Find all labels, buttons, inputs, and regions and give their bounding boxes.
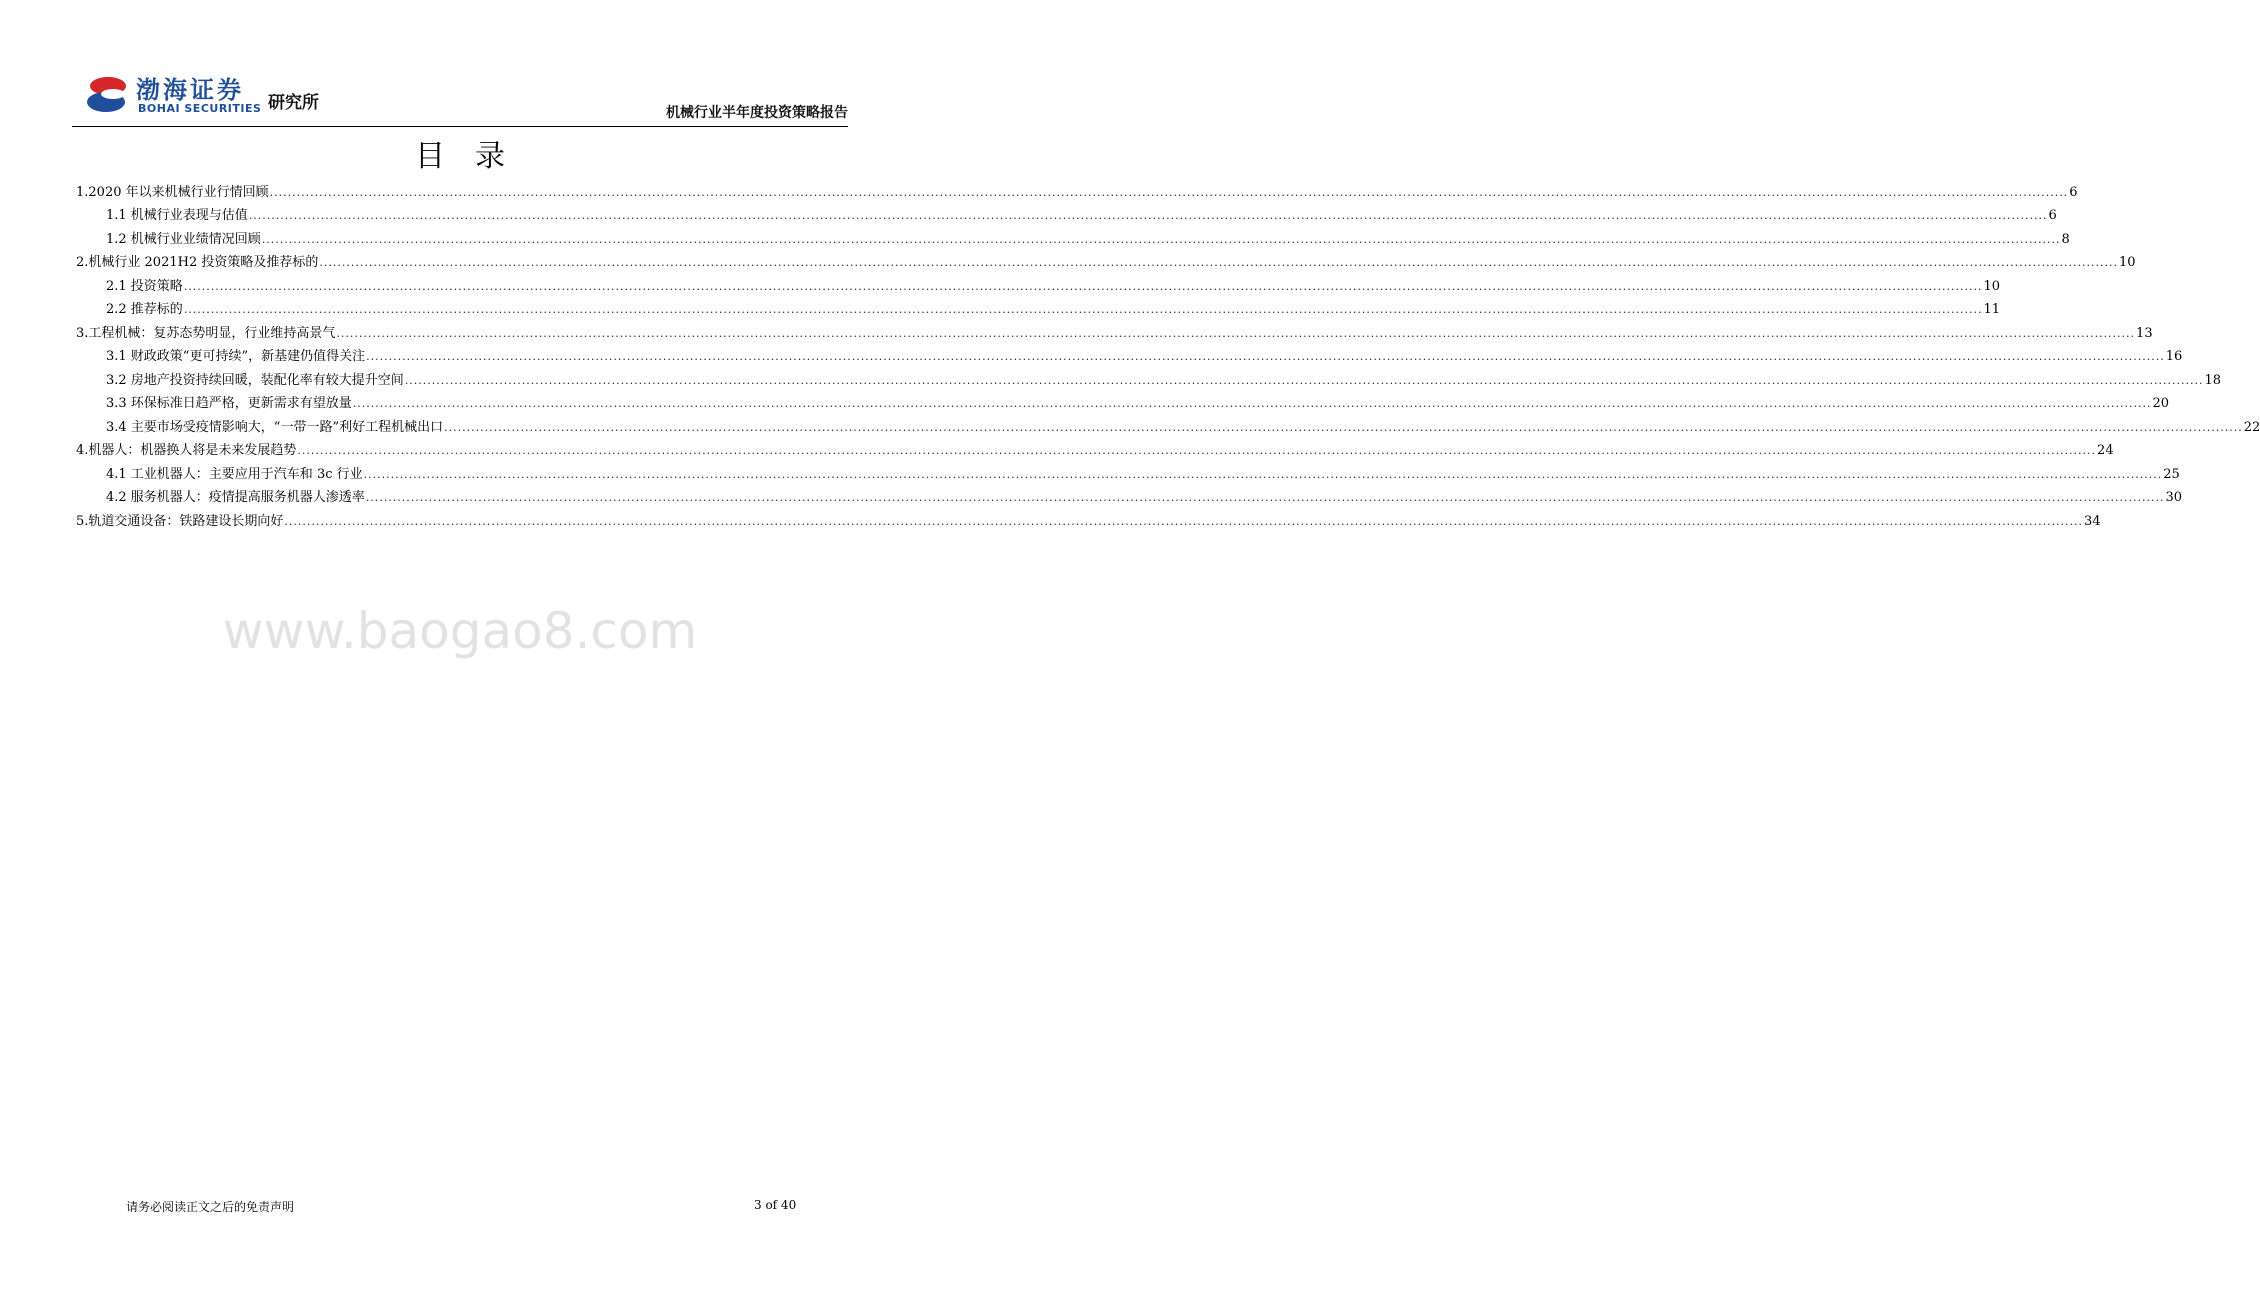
toc-entry-label: 3.工程机械：复苏态势明显，行业维持高景气 — [76, 325, 336, 341]
footer-page-indicator: 3 of 40 — [754, 1198, 797, 1212]
toc-entry-label: 4.1 工业机器人：主要应用于汽车和 3c 行业 — [106, 466, 363, 482]
toc-dot-leader: ................................................................................................................................................................................................................................................................................................................................................................................................................ — [297, 444, 2097, 457]
toc-entry-page: 34 — [2084, 513, 2101, 529]
logo-english-name: BOHAI SECURITIES — [138, 102, 262, 115]
toc-entry-label: 1.1 机械行业表现与估值 — [106, 208, 248, 223]
table-of-contents — [76, 177, 2260, 530]
toc-entry-page: 18 — [2204, 372, 2221, 388]
toc-entry-label: 1.2020 年以来机械行业行情回顾 — [76, 184, 269, 200]
toc-entry[interactable] — [76, 318, 2153, 342]
toc-dot-leader: ................................................................................................................................................................................................................................................................................................................................................................................................................ — [183, 279, 1983, 293]
toc-entry-label: 2.2 推荐标的 — [106, 302, 183, 317]
watermark: www.baogao8.com — [222, 602, 698, 660]
toc-entry-page: 11 — [1983, 302, 2000, 317]
toc-dot-leader: ................................................................................................................................................................................................................................................................................................................................................................................................................ — [366, 350, 2165, 363]
toc-entry[interactable] — [76, 295, 2000, 319]
toc-entry[interactable] — [76, 483, 2182, 507]
toc-entry-page: 22 — [2243, 419, 2260, 435]
toc-entry-page: 13 — [2136, 325, 2153, 341]
bohai-logo-icon — [86, 72, 130, 116]
toc-dot-leader: ................................................................................................................................................................................................................................................................................................................................................................................................................ — [248, 209, 2048, 222]
institute-label: 研究所 — [268, 93, 319, 113]
toc-entry[interactable] — [76, 506, 2101, 530]
toc-entry-label: 5.轨道交通设备：铁路建设长期向好 — [76, 513, 284, 529]
toc-entry[interactable] — [76, 271, 2000, 295]
toc-entry-page: 24 — [2097, 443, 2114, 458]
toc-entry[interactable] — [76, 412, 2260, 436]
toc-entry-label: 3.3 环保标准日趋严格，更新需求有望放量 — [106, 396, 352, 411]
toc-entry-label: 3.1 财政政策“更可持续”，新基建仍值得关注 — [106, 349, 366, 364]
toc-dot-leader: ................................................................................................................................................................................................................................................................................................................................................................................................................ — [261, 232, 2061, 246]
toc-entry-page: 6 — [2069, 184, 2078, 200]
toc-dot-leader: ................................................................................................................................................................................................................................................................................................................................................................................................................ — [444, 420, 2243, 434]
toc-entry-page: 20 — [2152, 396, 2169, 411]
toc-dot-leader: ................................................................................................................................................................................................................................................................................................................................................................................................................ — [404, 373, 2204, 387]
toc-entry[interactable] — [76, 248, 2136, 272]
toc-entry-page: 10 — [2119, 255, 2136, 270]
toc-entry-label: 2.机械行业 2021H2 投资策略及推荐标的 — [76, 255, 319, 270]
toc-entry[interactable] — [76, 436, 2114, 460]
toc-entry[interactable] — [76, 459, 2180, 483]
toc-entry[interactable] — [76, 224, 2070, 248]
toc-dot-leader: ................................................................................................................................................................................................................................................................................................................................................................................................................ — [183, 303, 1983, 316]
toc-entry[interactable] — [76, 389, 2169, 413]
logo-chinese-name: 渤海证券 — [136, 76, 244, 104]
toc-entry-label: 4.机器人：机器换人将是未来发展趋势 — [76, 443, 297, 458]
toc-dot-leader: ................................................................................................................................................................................................................................................................................................................................................................................................................ — [336, 326, 2136, 340]
toc-entry-label: 2.1 投资策略 — [106, 278, 183, 294]
toc-entry-label: 1.2 机械行业业绩情况回顾 — [106, 231, 261, 247]
toc-dot-leader: ................................................................................................................................................................................................................................................................................................................................................................................................................ — [352, 397, 2152, 410]
toc-entry[interactable] — [76, 365, 2221, 389]
toc-entry[interactable] — [76, 342, 2183, 366]
toc-entry-page: 25 — [2163, 466, 2180, 482]
toc-heading: 目录 — [415, 139, 535, 174]
toc-entry[interactable] — [76, 201, 2057, 225]
toc-dot-leader: ................................................................................................................................................................................................................................................................................................................................................................................................................ — [363, 467, 2163, 481]
header-divider — [72, 126, 848, 127]
toc-entry-page: 6 — [2048, 208, 2057, 223]
report-title: 机械行业半年度投资策略报告 — [666, 105, 848, 121]
bohai-securities-logo — [86, 70, 336, 122]
footer-disclaimer: 请务必阅读正文之后的免责声明 — [126, 1200, 295, 1214]
toc-entry-label: 3.2 房地产投资持续回暖，装配化率有较大提升空间 — [106, 372, 404, 388]
toc-entry[interactable] — [76, 177, 2078, 201]
toc-entry-page: 16 — [2165, 349, 2183, 364]
toc-entry-label: 4.2 服务机器人：疫情提高服务机器人渗透率 — [106, 490, 365, 505]
toc-entry-page: 8 — [2061, 231, 2070, 247]
toc-entry-page: 10 — [1983, 278, 2000, 294]
toc-dot-leader: ................................................................................................................................................................................................................................................................................................................................................................................................................ — [269, 185, 2069, 199]
toc-dot-leader: ................................................................................................................................................................................................................................................................................................................................................................................................................ — [319, 256, 2119, 269]
toc-dot-leader: ................................................................................................................................................................................................................................................................................................................................................................................................................ — [365, 491, 2165, 504]
page-header — [72, 62, 848, 126]
toc-entry-page: 30 — [2165, 490, 2182, 505]
toc-entry-label: 3.4 主要市场受疫情影响大，“一带一路”利好工程机械出口 — [106, 419, 444, 435]
toc-dot-leader: ................................................................................................................................................................................................................................................................................................................................................................................................................ — [284, 514, 2084, 528]
